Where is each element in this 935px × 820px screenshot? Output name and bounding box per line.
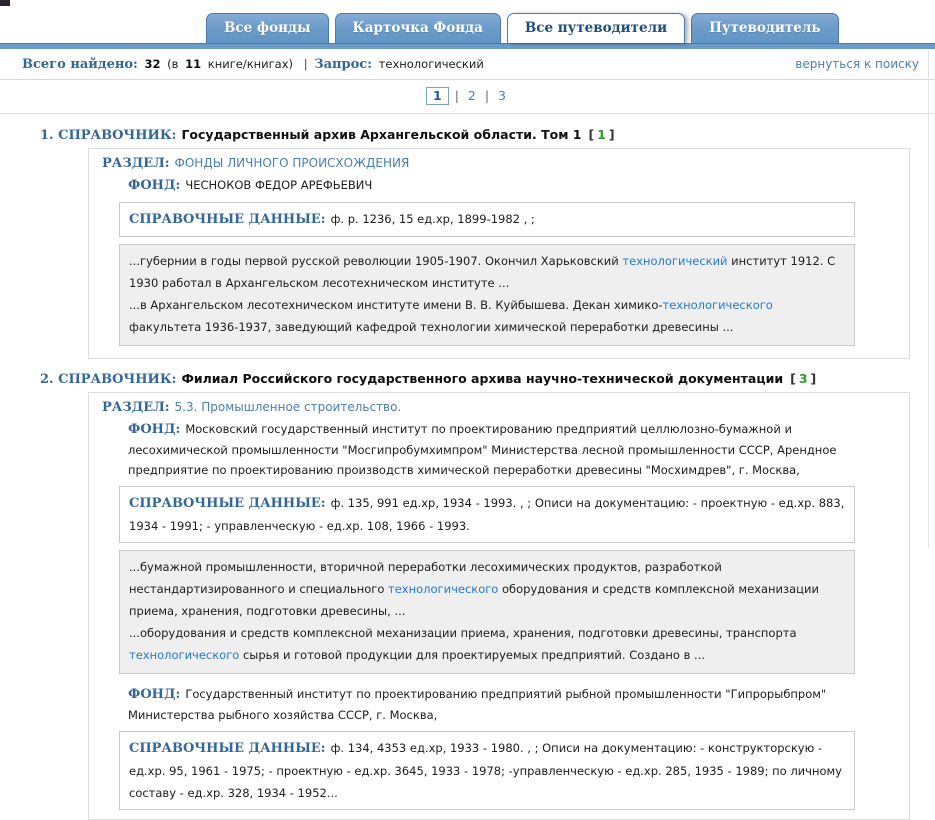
tab-all-guides[interactable]: Все путеводители: [507, 13, 685, 43]
reference-data-label: СПРАВОЧНЫЕ ДАННЫЕ:: [129, 741, 326, 756]
summary-divider: |: [303, 57, 308, 71]
pagination-page-3-link[interactable]: 3: [498, 88, 506, 103]
pagination-page-2-link[interactable]: 2: [467, 88, 476, 103]
results-summary: [22, 57, 487, 72]
directory-title: Государственный архив Архангельской области. Том 1: [181, 127, 582, 142]
tab-all-fonds[interactable]: Все фонды: [206, 13, 329, 43]
fond-label: ФОНД:: [128, 422, 181, 437]
results-list: [0, 114, 935, 820]
fond-name: Московский государственный институт по проектированию предприятий целлюлозно-бумажной и лесохимической промышленности "Мосгипробумхимпром" Министерства лесной промышленности СССР, Арендное предприятие по проектированию производств химической переработки древесины "Мосхимдрев", г. Москва,: [128, 422, 837, 477]
reference-data-label: СПРАВОЧНЫЕ ДАННЫЕ:: [129, 496, 326, 511]
match-count: 1: [597, 127, 606, 142]
result-item: [40, 371, 935, 820]
fond-name: ЧЕСНОКОВ ФЕДОР АРЕФЬЕВИЧ: [185, 178, 373, 192]
match-count: 3: [798, 371, 808, 386]
fond-label: ФОНД:: [128, 178, 181, 193]
snippet-text: ...губернии в годы первой русской революции 1905-1907. Окончил Харьковский: [129, 254, 623, 268]
count-bracket-close: ]: [608, 127, 615, 142]
directory-title: Филиал Российского государственного архива научно-технической документации: [181, 371, 784, 386]
snippet-box: [119, 550, 855, 674]
snippet-line: [129, 250, 845, 294]
found-count: 32: [144, 57, 161, 71]
fond-line: [128, 175, 897, 196]
highlighted-term: технологического: [662, 298, 773, 312]
count-bracket-open: [: [588, 127, 595, 142]
snippet-text: оборудования и средств комплексной механизации приема, хранения, подготовки древесины, ...: [129, 582, 819, 618]
reference-data-box: [119, 731, 855, 810]
fond-block: [128, 419, 897, 674]
result-heading: [40, 127, 935, 143]
reference-data-label: СПРАВОЧНЫЕ ДАННЫЕ:: [129, 212, 326, 227]
count-bracket-open: [: [790, 371, 796, 386]
result-heading: [40, 371, 935, 387]
tab-guide[interactable]: Путеводитель: [691, 13, 838, 43]
book-count: 11: [185, 57, 202, 71]
pagination: [0, 80, 935, 114]
query-label: Запрос:: [314, 57, 373, 72]
directory-label: 2. СПРАВОЧНИК:: [40, 372, 177, 387]
section-link[interactable]: 5.3. Промышленное строительство.: [174, 400, 402, 414]
fond-block: [128, 684, 897, 810]
section-line: [102, 156, 897, 171]
reference-data-box: [119, 486, 855, 543]
section-label: РАЗДЕЛ:: [102, 400, 170, 415]
snippet-text: ...оборудования и средств комплексной механизации приема, хранения, подготовки древесины, транспорта: [129, 626, 797, 640]
pagination-separator: |: [484, 88, 490, 103]
snippet-text: ...бумажной промышленности, вторичной переработки лесохимических продуктов, разработкой нестандартизированного и специального: [129, 560, 722, 596]
directory-label: 1. СПРАВОЧНИК:: [40, 128, 177, 143]
reference-data-value: ф. р. 1236, 15 ед.хр, 1899-1982 , ;: [330, 212, 535, 226]
result-item: [40, 127, 935, 359]
snippet-line: [129, 622, 845, 666]
snippet-box: [119, 244, 855, 346]
count-bracket-close: ]: [810, 371, 817, 386]
found-in-prefix: (в: [167, 57, 179, 71]
tab-bar: [0, 0, 935, 43]
section-line: [102, 400, 897, 415]
fond-label: ФОНД:: [128, 687, 181, 702]
results-summary-bar: [0, 49, 935, 80]
pagination-current-page: 1: [426, 87, 449, 105]
tab-fond-card[interactable]: Карточка Фонда: [335, 13, 501, 43]
section-link[interactable]: ФОНДЫ ЛИЧНОГО ПРОИСХОЖДЕНИЯ: [174, 156, 410, 170]
fond-line: [128, 684, 897, 725]
section-box: [88, 148, 910, 359]
pagination-separator: |: [454, 88, 459, 103]
found-label: Всего найдено:: [22, 57, 138, 72]
reference-data-box: [119, 202, 855, 237]
section-label: РАЗДЕЛ:: [102, 156, 170, 171]
back-to-search-link[interactable]: вернуться к поиску: [795, 57, 919, 71]
highlighted-term: технологический: [622, 254, 728, 268]
reference-data-value: ф. 135, 991 ед.хр, 1934 - 1993. , ; Описи на документацию: - проектную - ед.хр. 883, 1934 - 1991; - управленческую - ед.хр. 108, 1966 - 1993.: [129, 496, 845, 533]
found-in-suffix: книге/книгах): [207, 57, 294, 71]
snippet-text: факультета 1936-1937, заведующий кафедрой технологии химической переработки древесины ...: [129, 320, 734, 334]
content-right-border: [928, 50, 929, 548]
highlighted-term: технологического: [129, 648, 240, 662]
reference-data-value: ф. 134, 4353 ед.хр, 1933 - 1980. , ; Описи на документацию: - конструкторскую - ед.хр. 95, 1961 - 1975; - проектную - ед.хр. 3645, 1933 - 1978; -управленческую - ед.хр. 285, 1935 - 1989; по личному составу - ед.хр. 328, 1934 - 1952...: [129, 741, 842, 800]
fond-name: Государственный институт по проектированию предприятий рыбной промышленности "Гипрорыбпром" Министерства рыбного хозяйства СССР, г. Москва,: [128, 687, 827, 722]
fond-block: [128, 175, 897, 346]
highlighted-term: технологического: [388, 582, 499, 596]
snippet-text: институт 1912. С 1930 работал в Архангельском лесотехническом институте ...: [129, 254, 836, 290]
snippet-text: ...в Архангельском лесотехническом институте имени В. В. Куйбышева. Декан химико-: [129, 298, 663, 312]
snippet-line: [129, 294, 845, 338]
fond-line: [128, 419, 897, 480]
query-value: технологический: [378, 57, 484, 71]
section-box: [88, 392, 910, 820]
snippet-text: сырья и готовой продукции для проектируемых предприятий. Создано в ...: [239, 648, 706, 662]
snippet-line: [129, 556, 845, 622]
